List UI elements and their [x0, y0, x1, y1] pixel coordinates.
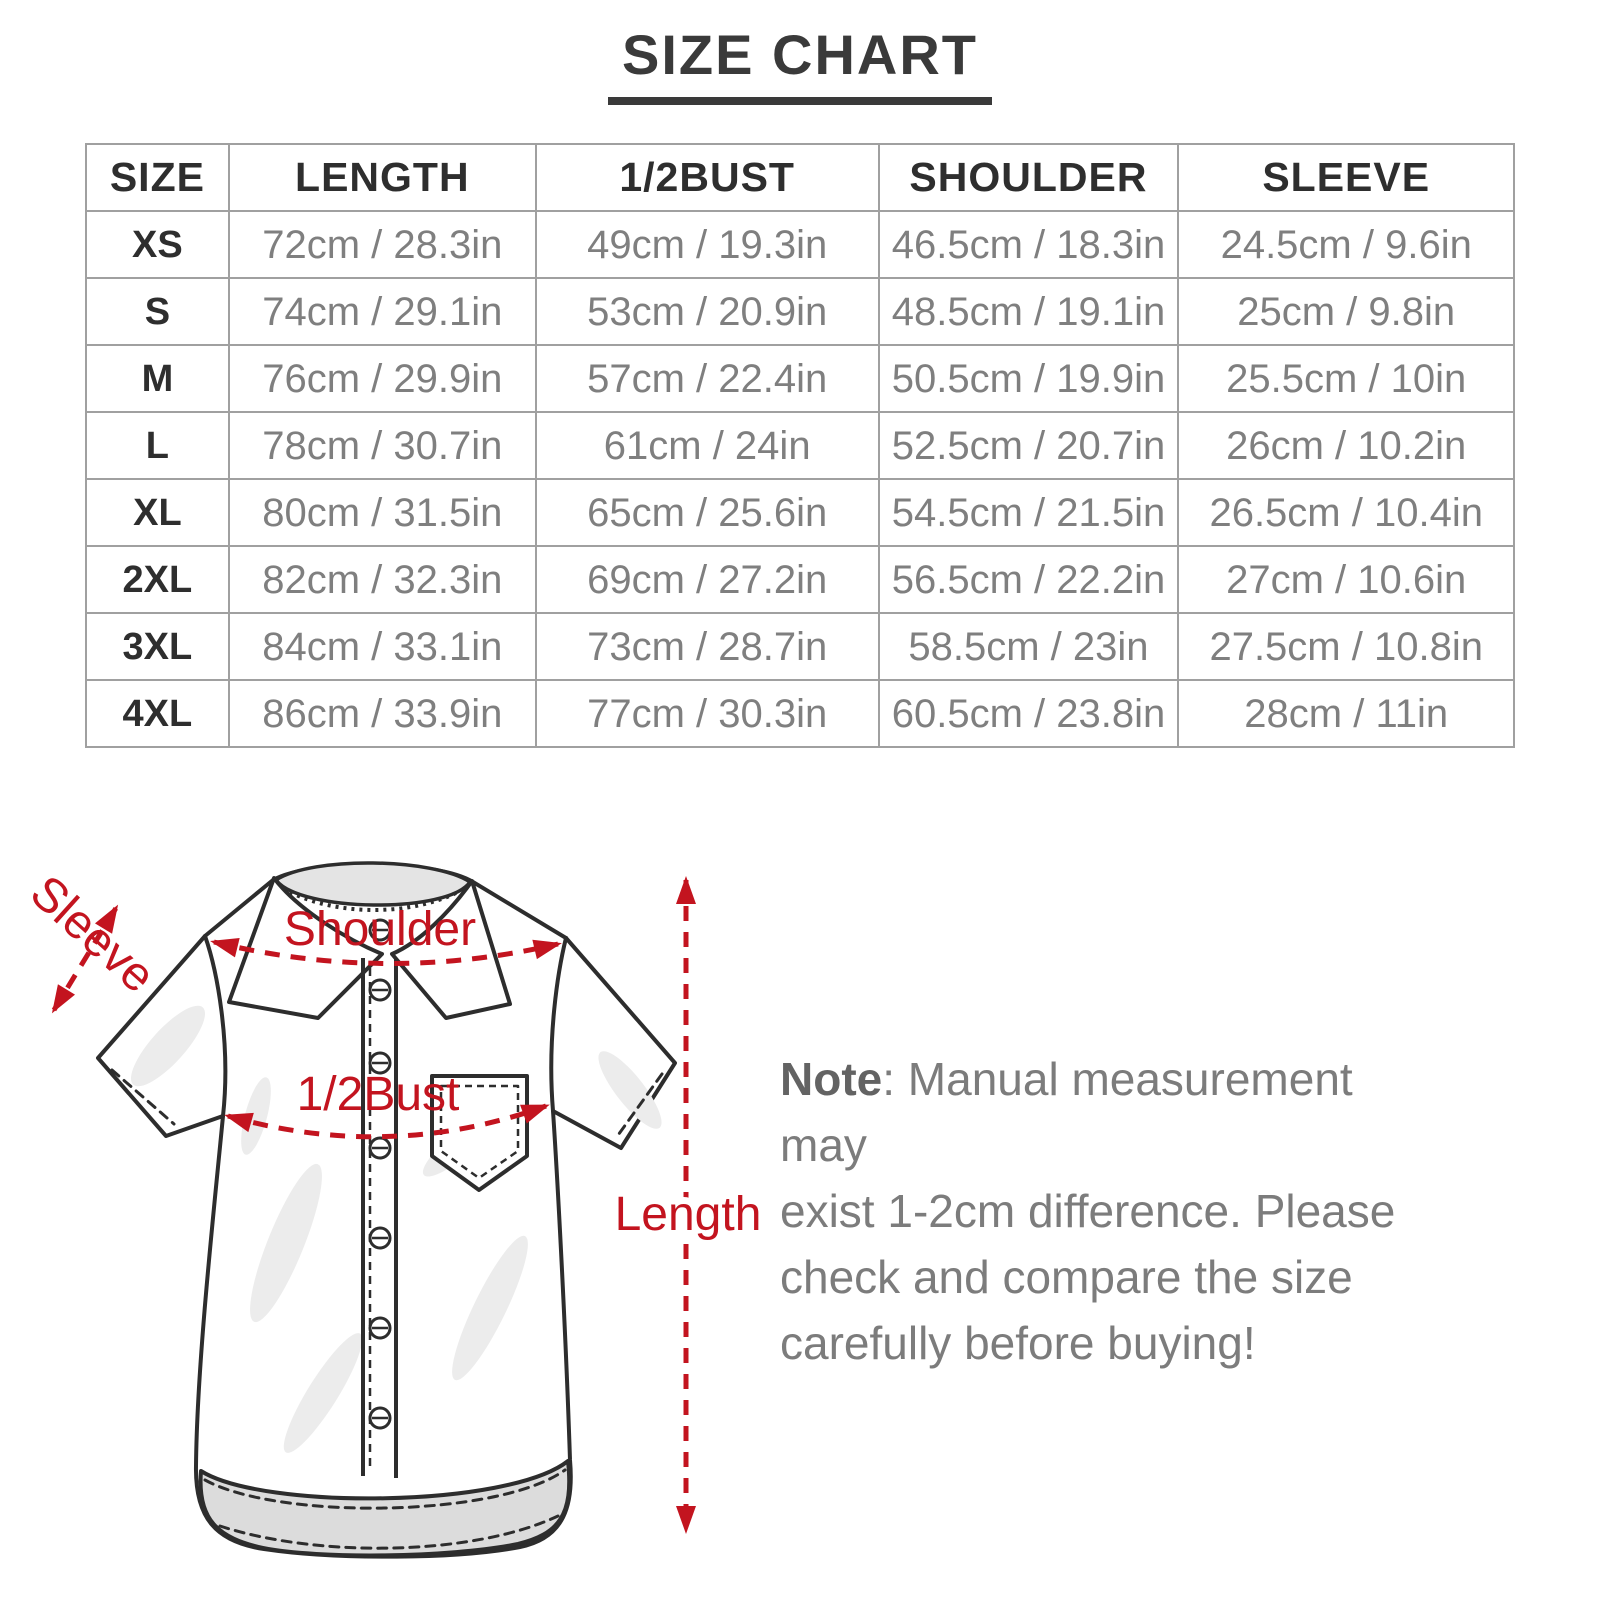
cell-length: 82cm / 32.3in: [229, 546, 536, 613]
table-row: [86, 345, 1514, 412]
cell-length: 72cm / 28.3in: [229, 211, 536, 278]
note-line-1: Note: Manual measurement may: [780, 1053, 1353, 1171]
shirt-illustration: [98, 864, 675, 1556]
cell-size: 4XL: [86, 680, 229, 747]
shirt-body: [98, 864, 675, 1556]
cell-sleeve: 28cm / 11in: [1178, 680, 1514, 747]
title-wrap: [0, 22, 1600, 105]
cell-bust: 65cm / 25.6in: [536, 479, 879, 546]
note-line-2: exist 1-2cm difference. Please: [780, 1185, 1396, 1237]
col-header-shoulder: SHOULDER: [879, 144, 1179, 211]
col-header-length: LENGTH: [229, 144, 536, 211]
note-label: Note: [780, 1053, 883, 1105]
page-title: SIZE CHART: [608, 22, 992, 105]
sleeve-label: Sleeve: [20, 865, 165, 1004]
cell-size: 2XL: [86, 546, 229, 613]
cell-length: 84cm / 33.1in: [229, 613, 536, 680]
cell-length: 86cm / 33.9in: [229, 680, 536, 747]
table-row: [86, 546, 1514, 613]
note-line-4: carefully before buying!: [780, 1317, 1256, 1369]
cell-bust: 77cm / 30.3in: [536, 680, 879, 747]
cell-bust: 61cm / 24in: [536, 412, 879, 479]
cell-size: XS: [86, 211, 229, 278]
table-row: [86, 479, 1514, 546]
cell-shoulder: 48.5cm / 19.1in: [879, 278, 1179, 345]
cell-bust: 53cm / 20.9in: [536, 278, 879, 345]
table-row: [86, 278, 1514, 345]
cell-shoulder: 52.5cm / 20.7in: [879, 412, 1179, 479]
table-row: [86, 613, 1514, 680]
note-text: [780, 1046, 1440, 1376]
cell-shoulder: 56.5cm / 22.2in: [879, 546, 1179, 613]
length-label: Length: [614, 1188, 762, 1241]
cell-bust: 49cm / 19.3in: [536, 211, 879, 278]
shirt-measurement-diagram: [18, 818, 780, 1600]
cell-size: 3XL: [86, 613, 229, 680]
table-row: [86, 680, 1514, 747]
col-header-bust: 1/2BUST: [536, 144, 879, 211]
cell-sleeve: 27cm / 10.6in: [1178, 546, 1514, 613]
cell-length: 78cm / 30.7in: [229, 412, 536, 479]
cell-length: 76cm / 29.9in: [229, 345, 536, 412]
cell-sleeve: 27.5cm / 10.8in: [1178, 613, 1514, 680]
shoulder-label: Shoulder: [283, 903, 477, 956]
cell-size: XL: [86, 479, 229, 546]
cell-bust: 69cm / 27.2in: [536, 546, 879, 613]
cell-size: L: [86, 412, 229, 479]
cell-sleeve: 24.5cm / 9.6in: [1178, 211, 1514, 278]
col-header-size: SIZE: [86, 144, 229, 211]
table-row: [86, 412, 1514, 479]
cell-length: 74cm / 29.1in: [229, 278, 536, 345]
table-row: [86, 211, 1514, 278]
size-table: [85, 143, 1515, 748]
cell-sleeve: 26.5cm / 10.4in: [1178, 479, 1514, 546]
cell-length: 80cm / 31.5in: [229, 479, 536, 546]
cell-sleeve: 26cm / 10.2in: [1178, 412, 1514, 479]
cell-shoulder: 60.5cm / 23.8in: [879, 680, 1179, 747]
cell-shoulder: 46.5cm / 18.3in: [879, 211, 1179, 278]
cell-bust: 73cm / 28.7in: [536, 613, 879, 680]
cell-shoulder: 50.5cm / 19.9in: [879, 345, 1179, 412]
cell-sleeve: 25cm / 9.8in: [1178, 278, 1514, 345]
cell-shoulder: 58.5cm / 23in: [879, 613, 1179, 680]
table-header-row: [86, 144, 1514, 211]
bust-label: 1/2Bust: [296, 1068, 460, 1121]
cell-size: M: [86, 345, 229, 412]
note-line-3: check and compare the size: [780, 1251, 1353, 1303]
cell-size: S: [86, 278, 229, 345]
cell-sleeve: 25.5cm / 10in: [1178, 345, 1514, 412]
col-header-sleeve: SLEEVE: [1178, 144, 1514, 211]
cell-shoulder: 54.5cm / 21.5in: [879, 479, 1179, 546]
cell-bust: 57cm / 22.4in: [536, 345, 879, 412]
